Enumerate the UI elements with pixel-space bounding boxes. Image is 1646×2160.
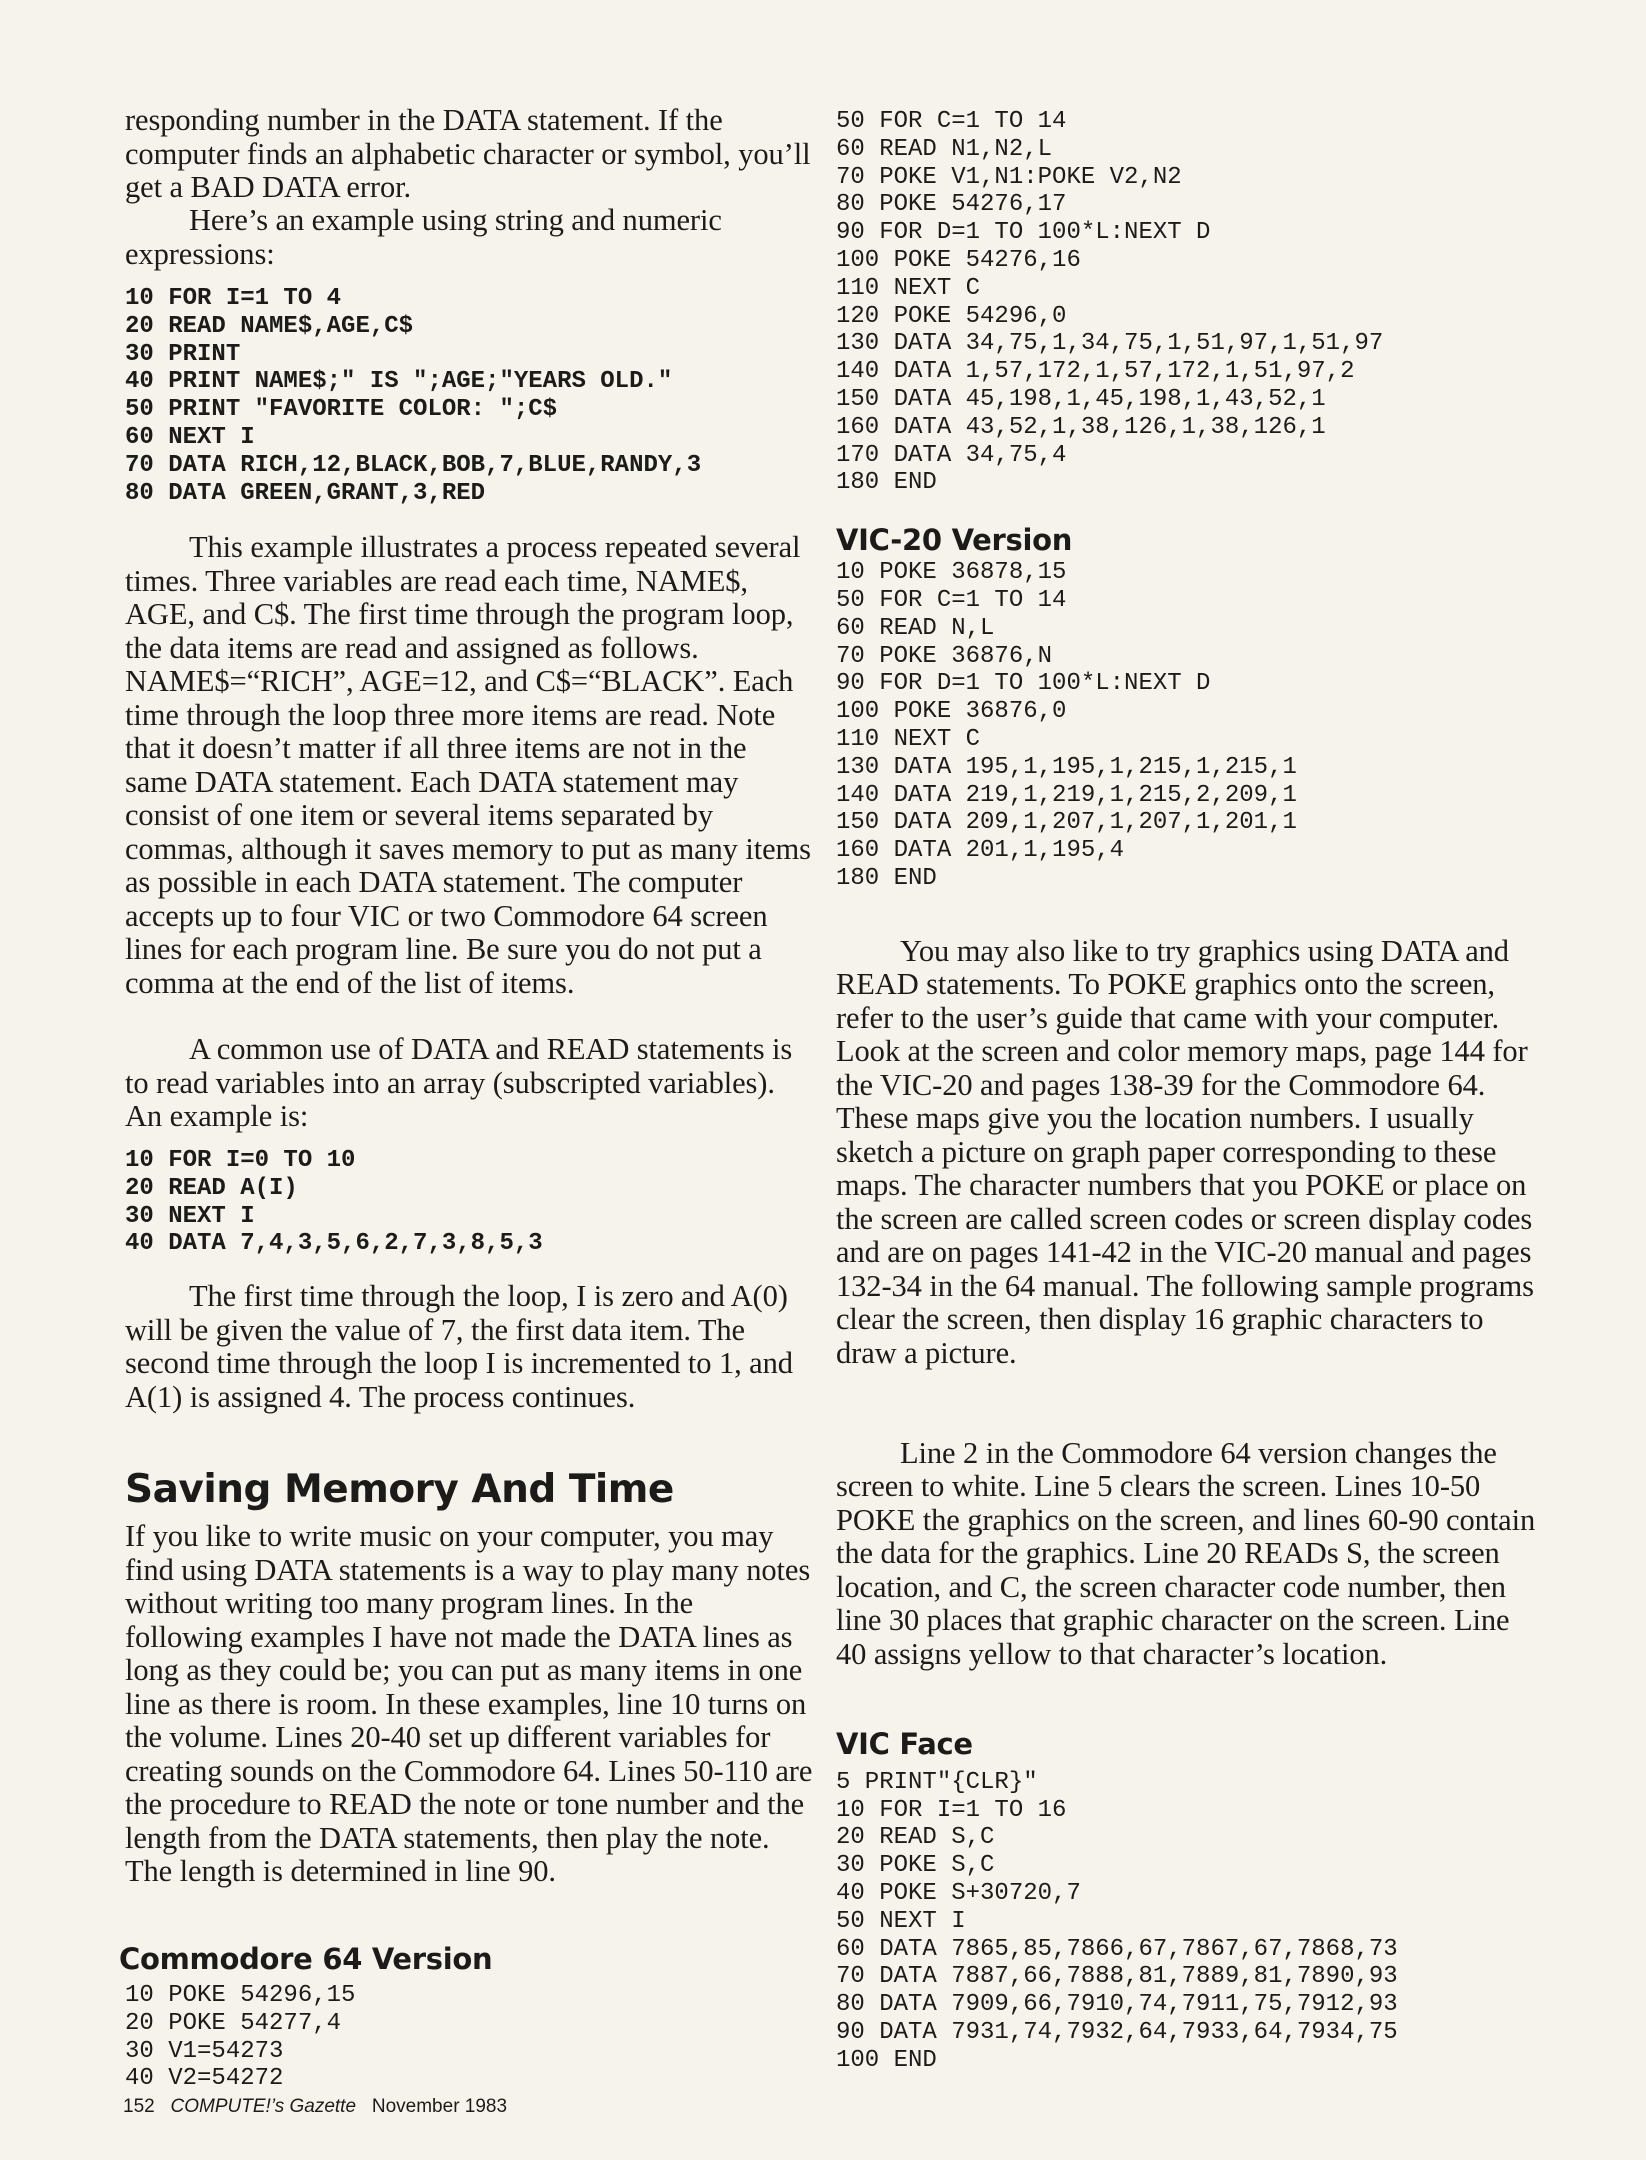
code-listing-strings: 10 FOR I=1 TO 4 20 READ NAME$,AGE,C$ 30 PRINT 40 PRINT NAME$;" IS ";AGE;"YEARS OLD." 50 PRINT "FAVORITE COLOR: ";C$ 60 NEXT I 70 DATA RICH,12,BLACK,BOB,7,BLUE,RANDY,3 80 DATA GREEN,GRANT,3,RED	[125, 285, 702, 507]
issue-date: November 1983	[371, 2096, 508, 2117]
paragraph-6: If you like to write music on your computer, you may find using DATA statements is a way to play many notes without writing too many program lines. In the following examples I have not made the DATA lines as long as they could be; you can put as many items in one line as there is room. In these examples, line 10 turns on the volume. Lines 20-40 set up different variables for creating sounds on the Commodore 64. Lines 50-110 are the procedure to READ the note or tone number and the length from the DATA statements, then play the note. The length is determined in line 90.	[125, 1519, 813, 1888]
paragraph-3: This example illustrates a process repeated several times. Three variables are read each time, NAME$, AGE, and C$. The first time through the program loop, the data items are read and assigned as follows. NAME$=“RICH”, AGE=12, and C$=“BLACK”. Each time through the loop three more items are read. Note that it doesn’t matter if all three items are not in the same DATA statement. Each DATA statement may consist of one item or several items separated by commas, although it saves memory to put as many items as possible in each DATA statement. The computer accepts up to four VIC or two Commodore 64 screen lines for each program line. Be sure you do not put a comma at the end of the list of items.	[125, 530, 811, 1000]
subheading-vic20: VIC-20 Version	[836, 523, 1073, 558]
section-heading: Saving Memory And Time	[125, 1467, 674, 1512]
paragraph-2: Here’s an example using string and numeric expressions:	[125, 203, 722, 271]
subheading-vic-face: VIC Face	[836, 1726, 973, 1761]
page-number: 152	[123, 2096, 155, 2117]
page-footer	[123, 2096, 507, 2118]
paragraph-1: responding number in the DATA statement. If the computer finds an alphabetic character or symbol, you’ll get a BAD DATA error.	[125, 103, 811, 204]
publication-name: COMPUTE!’s Gazette	[170, 2096, 357, 2117]
subheading-c64: Commodore 64 Version	[119, 1942, 493, 1976]
code-listing-c64-part1: 10 POKE 54296,15 20 POKE 54277,4 30 V1=54273 40 V2=54272	[125, 1982, 356, 2093]
paragraph-5: The first time through the loop, I is zero and A(0) will be given the value of 7, the first data item. The second time through the loop I is incremented to 1, and A(1) is assigned 4. The process continues.	[125, 1279, 793, 1414]
paragraph-7: You may also like to try graphics using DATA and READ statements. To POKE graphics onto the screen, refer to the user’s guide that came with your computer. Look at the screen and color memory maps, page 144 for the VIC-20 and pages 138-39 for the Commodore 64. These maps give you the location numbers. I usually sketch a picture on graph paper corresponding to these maps. The character numbers that you POKE or place on the screen are called screen codes or screen display codes and are on pages 141-42 in the VIC-20 manual and pages 132-34 in the 64 manual. The following sample programs clear the screen, then display 16 graphic characters to draw a picture.	[836, 933, 1534, 1370]
left-column	[119, 103, 815, 2093]
paragraph-4: A common use of DATA and READ statements is to read variables into an array (subscripted variables). An example is:	[125, 1032, 793, 1133]
code-listing-vic20: 10 POKE 36878,15 50 FOR C=1 TO 14 60 READ N,L 70 POKE 36876,N 90 FOR D=1 TO 100*L:NEXT D 100 POKE 36876,0 110 NEXT C 130 DATA 195,1,195,1,215,1,215,1 140 DATA 219,1,219,1,215,2,209,1 150 DATA 209,1,207,1,207,1,201,1 160 DATA 201,1,195,4 180 END	[836, 559, 1297, 892]
code-listing-vic-face: 5 PRINT"{CLR}" 10 FOR I=1 TO 16 20 READ S,C 30 POKE S,C 40 POKE S+30720,7 50 NEXT I 60 DATA 7865,85,7866,67,7867,67,7868,73 70 DATA 7887,66,7888,81,7889,81,7890,93 80 DATA 7909,66,7910,74,7911,75,7912,93 90 DATA 7931,74,7932,64,7933,64,7934,75 100 END	[836, 1768, 1398, 2074]
paragraph-8: Line 2 in the Commodore 64 version changes the screen to white. Line 5 clears the screen. Lines 10-50 POKE the graphics on the screen, and lines 60-90 contain the data for the graphics. Line 20 READs S, the screen location, and C, the screen character code number, then line 30 places that graphic character on the screen. Line 40 assigns yellow to that character’s location.	[836, 1435, 1536, 1671]
code-listing-c64-part2: 50 FOR C=1 TO 14 60 READ N1,N2,L 70 POKE V1,N1:POKE V2,N2 80 POKE 54276,17 90 FOR D=1 TO 100*L:NEXT D 100 POKE 54276,16 110 NEXT C 120 POKE 54296,0 130 DATA 34,75,1,34,75,1,51,97,1,51,97 140 DATA 1,57,172,1,57,172,1,51,97,2 150 DATA 45,198,1,45,198,1,43,52,1 160 DATA 43,52,1,38,126,1,38,126,1 170 DATA 34,75,4 180 END	[836, 108, 1384, 497]
right-column	[836, 108, 1536, 2074]
code-listing-array: 10 FOR I=0 TO 10 20 READ A(I) 30 NEXT I 40 DATA 7,4,3,5,6,2,7,3,8,5,3	[125, 1147, 543, 1258]
